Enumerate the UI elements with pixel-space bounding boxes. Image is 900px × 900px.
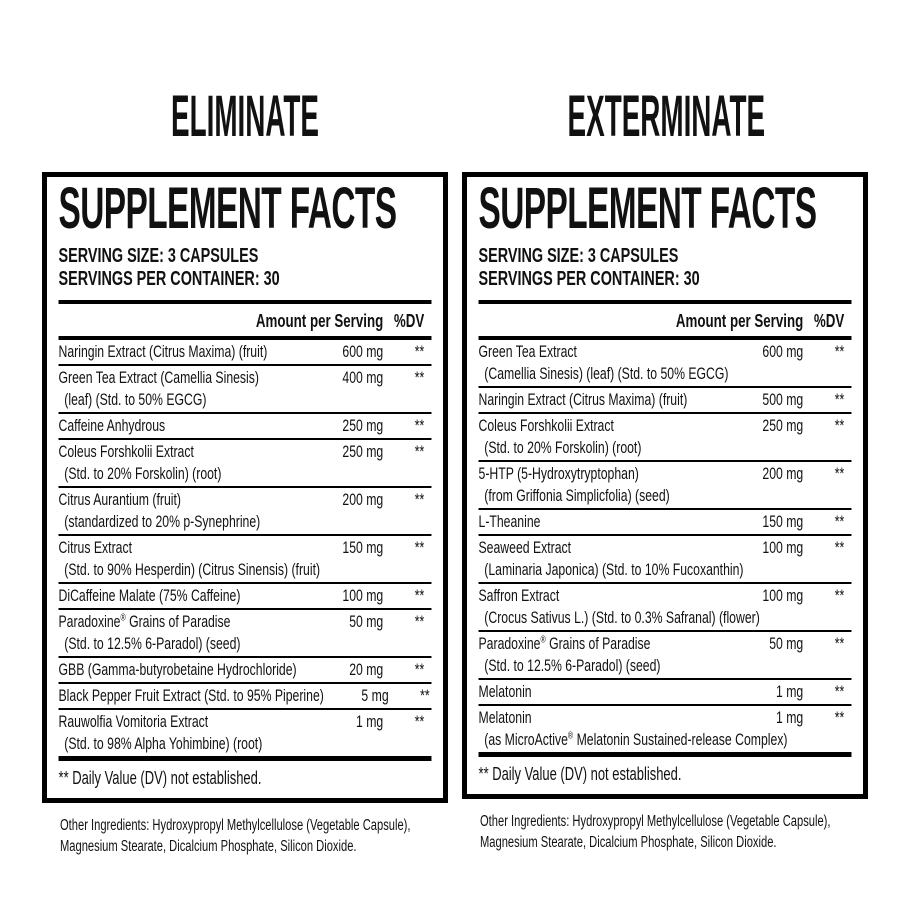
ingredient-name: DiCaffeine Malate (75% Caffeine) <box>58 586 241 605</box>
ingredient-name: Green Tea Extract <box>478 342 577 361</box>
dv-column-header: %DV <box>393 310 425 331</box>
servings-per-container: SERVINGS PER CONTAINER: 30 <box>58 268 280 290</box>
ingredient-amount: 150 mg <box>342 538 384 557</box>
ingredient-dv: ** <box>414 342 425 361</box>
ingredient-dv: ** <box>414 712 425 731</box>
ingredient-subtext: (Std. to 20% Forskolin) (root) <box>484 438 642 457</box>
ingredient-amount: 600 mg <box>342 342 384 361</box>
ingredient-row <box>59 658 432 684</box>
ingredient-row-main <box>479 585 852 607</box>
amount-column-header: Amount per Serving <box>675 310 804 331</box>
ingredient-row-main <box>479 681 852 703</box>
ingredient-row-main <box>59 367 432 389</box>
ingredient-name: Melatonin <box>478 682 532 701</box>
supplement-facts-panel <box>462 172 868 799</box>
ingredient-row-main <box>479 707 852 729</box>
ingredient-row <box>59 488 432 536</box>
ingredient-subtext: (Laminaria Japonica) (Std. to 10% Fucoxanthin) <box>484 560 744 579</box>
ingredient-amount: 50 mg <box>349 612 384 631</box>
ingredient-subtext: (Std. to 12.5% 6-Paradol) (seed) <box>64 634 241 653</box>
supplement-facts-content <box>467 177 863 794</box>
ingredient-dv: ** <box>414 368 425 387</box>
ingredient-name: Naringin Extract (Citrus Maxima) (fruit) <box>58 342 268 361</box>
ingredient-row-main <box>479 389 852 411</box>
ingredient-name: Paradoxine® Grains of Paradise <box>58 612 231 631</box>
ingredient-row <box>479 510 852 536</box>
daily-value-footnote: ** Daily Value (DV) not established. <box>59 756 432 798</box>
ingredient-name: Saffron Extract <box>478 586 560 605</box>
ingredient-dv: ** <box>834 586 845 605</box>
ingredient-dv: ** <box>414 538 425 557</box>
ingredient-amount: 150 mg <box>762 512 804 531</box>
ingredient-name: Coleus Forshkolii Extract <box>58 442 194 461</box>
ingredient-row-main <box>59 611 432 633</box>
product-title: ELIMINATE <box>171 84 319 149</box>
ingredient-subtext: (standardized to 20% p-Synephrine) <box>64 512 261 531</box>
ingredient-row <box>59 366 432 414</box>
ingredient-row <box>479 680 852 706</box>
ingredient-name: L-Theanine <box>478 512 541 531</box>
column-header <box>59 304 432 340</box>
supplement-facts-content <box>47 177 443 798</box>
ingredient-row <box>479 388 852 414</box>
ingredient-amount: 1 mg <box>776 682 804 701</box>
ingredient-dv: ** <box>414 660 425 679</box>
ingredient-subtext: (from Griffonia Simplicfolia) (seed) <box>484 486 670 505</box>
ingredient-dv: ** <box>834 390 845 409</box>
ingredient-dv: ** <box>414 442 425 461</box>
ingredient-dv: ** <box>414 490 425 509</box>
registered-trademark-symbol: ® <box>120 612 126 624</box>
ingredient-row <box>479 462 852 510</box>
ingredient-row-main <box>59 489 432 511</box>
ingredient-row-main <box>59 585 432 607</box>
ingredient-dv: ** <box>414 416 425 435</box>
ingredient-name: Coleus Forshkolii Extract <box>478 416 614 435</box>
ingredient-row <box>479 536 852 584</box>
ingredient-dv: ** <box>834 538 845 557</box>
ingredient-subtext: (Std. to 20% Forskolin) (root) <box>64 464 222 483</box>
ingredient-row <box>479 706 852 752</box>
facts-heading: SUPPLEMENT FACTS <box>58 176 397 241</box>
ingredient-name: Caffeine Anhydrous <box>58 416 166 435</box>
ingredient-row <box>479 632 852 680</box>
ingredient-row <box>59 414 432 440</box>
ingredient-dv: ** <box>834 682 845 701</box>
ingredient-subtext: (Std. to 90% Hesperdin) (Citrus Sinensis) (fruit) <box>64 560 321 579</box>
ingredient-amount: 200 mg <box>342 490 384 509</box>
ingredient-subtext: (Camellia Sinesis) (leaf) (Std. to 50% EGCG) <box>484 364 729 383</box>
ingredient-row-main <box>479 341 852 363</box>
ingredient-row-main <box>479 537 852 559</box>
ingredient-dv: ** <box>414 586 425 605</box>
ingredient-name: GBB (Gamma-butyrobetaine Hydrochloride) <box>58 660 297 679</box>
ingredient-subtext: (leaf) (Std. to 50% EGCG) <box>64 390 207 409</box>
ingredient-name: Citrus Extract <box>58 538 132 557</box>
ingredient-amount: 1 mg <box>356 712 384 731</box>
ingredient-name: 5-HTP (5-Hydroxytryptophan) <box>478 464 639 483</box>
column-header <box>479 304 852 340</box>
serving-info <box>479 245 852 304</box>
ingredient-row-main <box>479 463 852 485</box>
other-ingredients: Other Ingredients: Hydroxypropyl Methylcellulose (Vegetable Capsule), Magnesium Stearate, Dicalcium Phosphate, Silicon Dioxide. <box>60 817 411 855</box>
ingredient-row <box>59 584 432 610</box>
amount-column-header: Amount per Serving <box>255 310 384 331</box>
ingredient-row-main <box>59 441 432 463</box>
ingredient-dv: ** <box>834 512 845 531</box>
ingredient-row-main <box>59 415 432 437</box>
ingredient-row-main <box>479 633 852 655</box>
ingredient-row-main <box>59 685 432 707</box>
ingredient-name: Black Pepper Fruit Extract (Std. to 95% Piperine) <box>58 686 324 705</box>
ingredient-amount: 200 mg <box>762 464 804 483</box>
ingredient-amount: 250 mg <box>762 416 804 435</box>
ingredient-amount: 500 mg <box>762 390 804 409</box>
ingredient-row-main <box>59 659 432 681</box>
ingredient-subtext: (Std. to 12.5% 6-Paradol) (seed) <box>484 656 661 675</box>
ingredient-name: Melatonin <box>478 708 532 727</box>
serving-size: SERVING SIZE: 3 CAPSULES <box>58 245 259 267</box>
ingredient-amount: 1 mg <box>776 708 804 727</box>
servings-per-container: SERVINGS PER CONTAINER: 30 <box>478 268 700 290</box>
ingredient-subtext: (Std. to 98% Alpha Yohimbine) (root) <box>64 734 263 753</box>
ingredient-name: Green Tea Extract (Camellia Sinesis) <box>58 368 259 387</box>
ingredient-dv: ** <box>834 464 845 483</box>
registered-trademark-symbol: ® <box>567 730 574 742</box>
ingredient-amount: 400 mg <box>342 368 384 387</box>
registered-trademark-symbol: ® <box>540 634 546 646</box>
ingredient-row <box>479 340 852 388</box>
ingredient-row-main <box>479 511 852 533</box>
ingredient-dv: ** <box>834 708 845 727</box>
ingredient-amount: 50 mg <box>769 634 804 653</box>
serving-size: SERVING SIZE: 3 CAPSULES <box>478 245 679 267</box>
ingredient-list <box>479 340 852 752</box>
ingredient-name: Naringin Extract (Citrus Maxima) (fruit) <box>478 390 688 409</box>
ingredient-dv: ** <box>420 686 430 705</box>
product-column-eliminate <box>42 84 448 857</box>
ingredient-row <box>59 710 432 756</box>
ingredient-amount: 100 mg <box>762 538 804 557</box>
ingredient-row-main <box>59 341 432 363</box>
ingredient-name: Seaweed Extract <box>478 538 572 557</box>
ingredient-row <box>479 584 852 632</box>
ingredient-amount: 5 mg <box>361 686 389 705</box>
ingredient-row-main <box>59 711 432 733</box>
supplement-facts-panel <box>42 172 448 803</box>
ingredient-row <box>59 610 432 658</box>
ingredient-dv: ** <box>414 612 425 631</box>
dv-column-header: %DV <box>813 310 845 331</box>
ingredient-row <box>59 340 432 366</box>
ingredient-amount: 100 mg <box>762 586 804 605</box>
ingredient-amount: 100 mg <box>342 586 384 605</box>
ingredient-amount: 20 mg <box>349 660 384 679</box>
ingredient-list <box>59 340 432 756</box>
facts-heading: SUPPLEMENT FACTS <box>478 176 817 241</box>
ingredient-amount: 250 mg <box>342 416 384 435</box>
ingredient-name: Citrus Aurantium (fruit) <box>58 490 181 509</box>
ingredient-name: Rauwolfia Vomitoria Extract <box>58 712 209 731</box>
ingredient-amount: 600 mg <box>762 342 804 361</box>
ingredient-row <box>59 536 432 584</box>
ingredient-name: Paradoxine® Grains of Paradise <box>478 634 651 653</box>
ingredient-subtext: (as MicroActive® Melatonin Sustained-release Complex) <box>484 730 788 749</box>
ingredient-row-main <box>479 415 852 437</box>
ingredient-row <box>59 684 432 710</box>
ingredient-row-main <box>59 537 432 559</box>
ingredient-row <box>479 414 852 462</box>
ingredient-dv: ** <box>834 634 845 653</box>
ingredient-row <box>59 440 432 488</box>
ingredient-dv: ** <box>834 416 845 435</box>
daily-value-footnote: ** Daily Value (DV) not established. <box>479 752 852 794</box>
serving-info <box>59 245 432 304</box>
ingredient-dv: ** <box>834 342 845 361</box>
product-column-exterminate <box>462 84 868 857</box>
product-title: EXTERMINATE <box>567 84 766 149</box>
other-ingredients: Other Ingredients: Hydroxypropyl Methylcellulose (Vegetable Capsule), Magnesium Stearate, Dicalcium Phosphate, Silicon Dioxide. <box>480 813 831 851</box>
ingredient-subtext: (Crocus Sativus L.) (Std. to 0.3% Safranal) (flower) <box>484 608 760 627</box>
ingredient-amount: 250 mg <box>342 442 384 461</box>
